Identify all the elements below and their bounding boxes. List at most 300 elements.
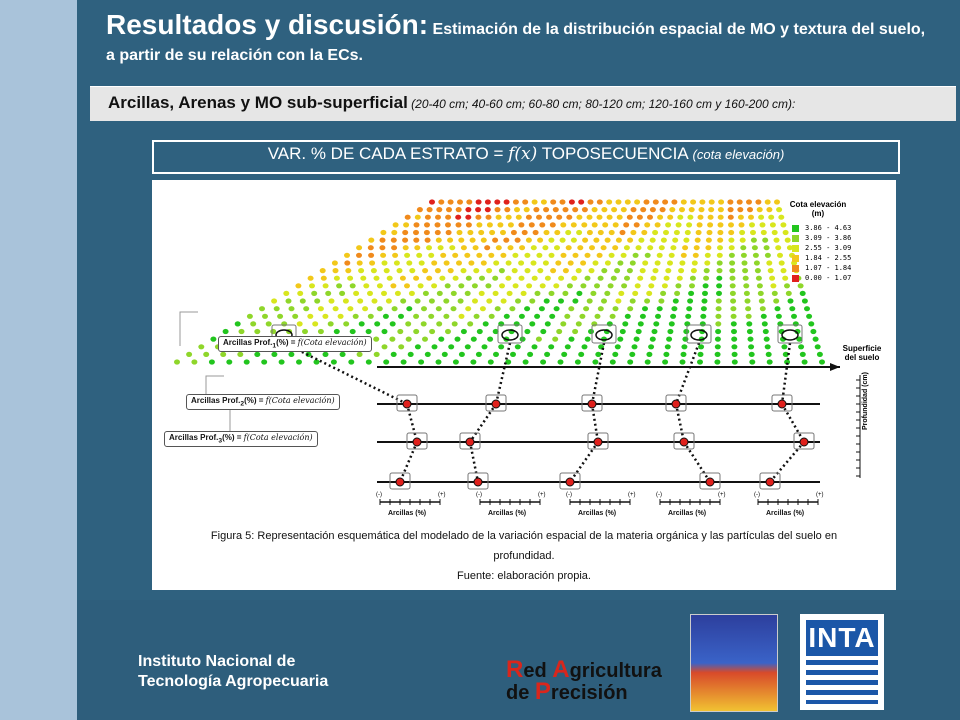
surface-dot <box>625 314 631 319</box>
surface-dot <box>632 344 638 349</box>
surface-dot <box>520 337 526 342</box>
surface-dot <box>457 199 463 204</box>
surface-dot <box>500 230 506 235</box>
surface-dot <box>705 253 711 258</box>
surface-dot <box>685 230 691 235</box>
surface-dot <box>749 222 755 227</box>
surface-dot <box>657 253 663 258</box>
surface-dot <box>597 253 603 258</box>
surface-dot <box>779 260 785 265</box>
surface-dot <box>367 291 373 296</box>
surface-dot <box>731 329 737 334</box>
surface-dot <box>384 268 390 273</box>
surface-dot <box>391 245 397 250</box>
surface-dot <box>562 291 568 296</box>
surface-dot <box>775 245 781 250</box>
surface-dot <box>545 276 551 281</box>
surface-dot <box>650 276 656 281</box>
surface-dot <box>350 329 356 334</box>
surface-dot <box>717 260 723 265</box>
surface-dot <box>598 230 604 235</box>
surface-dot <box>472 298 478 303</box>
surface-dot <box>356 245 362 250</box>
surface-dot <box>397 329 403 334</box>
surface-dot <box>576 268 582 273</box>
sample-node <box>588 400 596 408</box>
surface-dot <box>695 238 701 243</box>
surface-dot <box>588 199 594 204</box>
surface-dot <box>679 207 685 212</box>
surface-dot <box>781 268 787 273</box>
surface-dot <box>303 306 309 311</box>
surface-dot <box>459 352 465 357</box>
surface-dot <box>689 207 695 212</box>
surface-dot <box>776 314 782 319</box>
surface-dot <box>532 276 538 281</box>
surface-dot <box>697 359 703 364</box>
surface-dot <box>750 230 756 235</box>
surface-dot <box>529 321 535 326</box>
surface-dot <box>510 352 516 357</box>
surface-dot <box>220 352 226 357</box>
surface-dot <box>274 306 280 311</box>
surface-dot <box>582 238 588 243</box>
surface-dot <box>338 314 344 319</box>
surface-dot <box>456 207 462 212</box>
surface-dot <box>436 238 442 243</box>
surface-dot <box>464 253 470 258</box>
subtitle-box <box>90 86 956 121</box>
surface-dot <box>368 253 374 258</box>
surface-dot <box>421 321 427 326</box>
surface-dot <box>754 260 760 265</box>
surface-dot <box>549 314 555 319</box>
surface-dot <box>558 359 564 364</box>
surface-dot <box>709 199 715 204</box>
surface-dot <box>387 276 393 281</box>
surface-dot <box>403 245 409 250</box>
org-name-line1: Instituto Nacional de <box>138 653 296 670</box>
surface-dot <box>587 298 593 303</box>
surface-dot <box>667 215 673 220</box>
surface-dot <box>321 276 327 281</box>
surface-dot <box>550 268 556 273</box>
surface-dot <box>536 337 542 342</box>
surface-dot <box>576 321 582 326</box>
surface-dot <box>554 306 560 311</box>
surface-dot <box>693 253 699 258</box>
surface-dot <box>357 298 363 303</box>
surface-dot <box>333 306 339 311</box>
surface-dot <box>458 298 464 303</box>
surface-dot <box>694 245 700 250</box>
surface-dot <box>529 222 535 227</box>
surface-dot <box>701 306 707 311</box>
surface-dot <box>453 276 459 281</box>
surface-dot <box>514 207 520 212</box>
surface-dot <box>332 260 338 265</box>
surface-dot <box>479 291 485 296</box>
surface-dot <box>518 222 524 227</box>
surface-dot <box>288 352 294 357</box>
surface-dot <box>728 222 734 227</box>
legend-item: 3.86 - 4.63 <box>792 224 851 232</box>
surface-dot <box>476 253 482 258</box>
surface-dot <box>425 352 431 357</box>
surface-dot <box>653 268 659 273</box>
surface-dot <box>592 359 598 364</box>
surface-dot <box>788 298 794 303</box>
red-agricultura-logo: Red Agricultura de Precisión <box>506 656 662 705</box>
surface-dot <box>492 276 498 281</box>
surface-dot <box>560 321 566 326</box>
surface-dot <box>532 344 538 349</box>
surface-dot <box>594 283 600 288</box>
surface-dot <box>647 215 653 220</box>
surface-dot <box>766 260 772 265</box>
surface-dot <box>763 329 769 334</box>
depth-label: Profundidad (cm) <box>862 372 869 430</box>
surface-dot <box>424 222 430 227</box>
surface-dot <box>391 238 397 243</box>
surface-dot <box>674 291 680 296</box>
surface-dot <box>402 230 408 235</box>
surface-dot <box>436 321 442 326</box>
surface-dot <box>768 215 774 220</box>
surface-dot <box>604 291 610 296</box>
surface-dot <box>681 352 687 357</box>
surface-dot <box>475 215 481 220</box>
surface-dot <box>515 298 521 303</box>
sample-node <box>680 438 688 446</box>
surface-dot <box>455 215 461 220</box>
surface-dot <box>540 283 546 288</box>
surface-dot <box>519 245 525 250</box>
surface-dot <box>505 276 511 281</box>
surface-dot <box>493 260 499 265</box>
surface-dot <box>718 199 724 204</box>
surface-dot <box>569 199 575 204</box>
surface-dot <box>461 268 467 273</box>
surface-dot <box>690 276 696 281</box>
surface-dot <box>558 276 564 281</box>
surface-dot <box>644 298 650 303</box>
surface-dot <box>374 321 380 326</box>
surface-dot <box>470 238 476 243</box>
surface-dot <box>486 298 492 303</box>
surface-dot <box>669 321 675 326</box>
surface-dot <box>498 321 504 326</box>
surface-dot <box>560 238 566 243</box>
surface-dot <box>630 260 636 265</box>
surface-dot <box>466 222 472 227</box>
surface-dot <box>671 199 677 204</box>
profile-connector <box>470 404 496 442</box>
var-note: (cota elevación) <box>692 147 785 162</box>
surface-dot <box>471 337 477 342</box>
surface-dot <box>514 321 520 326</box>
surface-dot <box>601 298 607 303</box>
surface-dot <box>566 215 572 220</box>
surface-dot <box>698 352 704 357</box>
surface-dot <box>598 306 604 311</box>
surface-dot <box>504 199 510 204</box>
surface-dot <box>465 306 471 311</box>
surface-dot <box>627 306 633 311</box>
figure-source: Fuente: elaboración propia. <box>457 570 591 582</box>
surface-dot <box>548 344 554 349</box>
surface-dot <box>579 314 585 319</box>
surface-dot <box>358 268 364 273</box>
surface-dot <box>526 238 532 243</box>
surface-dot <box>689 283 695 288</box>
surface-dot <box>472 283 478 288</box>
surface-dot <box>757 207 763 212</box>
surface-dot <box>391 230 397 235</box>
surface-dot <box>389 337 395 342</box>
surface-dot <box>747 207 753 212</box>
surface-dot <box>493 291 499 296</box>
surface-dot <box>519 314 525 319</box>
profile-connector <box>407 404 417 442</box>
surface-dot <box>235 321 241 326</box>
axis-minus: (-) <box>376 492 382 498</box>
var-suffix: TOPOSECUENCIA <box>537 144 693 163</box>
surface-dot <box>699 207 705 212</box>
surface-dot <box>714 359 720 364</box>
surface-dot <box>740 245 746 250</box>
surface-dot <box>271 298 277 303</box>
surface-dot <box>601 245 607 250</box>
surface-dot <box>645 253 651 258</box>
var-prefix: VAR. % DE CADA ESTRATO = <box>267 144 509 163</box>
surface-dot <box>607 215 613 220</box>
surface-dot <box>611 207 617 212</box>
profile-connector <box>676 404 684 442</box>
surface-dot <box>612 245 618 250</box>
surface-dot <box>494 199 500 204</box>
surface-dot <box>686 222 692 227</box>
surface-dot <box>539 306 545 311</box>
surface-dot <box>582 207 588 212</box>
surface-dot <box>569 337 575 342</box>
surface-dot <box>673 298 679 303</box>
surface-dot <box>627 359 633 364</box>
surface-dot <box>223 329 229 334</box>
legend-swatch <box>792 245 799 252</box>
surface-dot <box>519 276 525 281</box>
surface-dot <box>271 352 277 357</box>
surface-dot <box>810 329 816 334</box>
surface-dot <box>308 276 314 281</box>
surface-dot <box>237 352 243 357</box>
surface-dot <box>717 238 723 243</box>
axis-minus: (-) <box>656 492 662 498</box>
surface-dot <box>642 306 648 311</box>
surface-dot <box>353 314 359 319</box>
surface-dot <box>408 352 414 357</box>
surface-dot <box>508 222 514 227</box>
surface-dot <box>776 207 782 212</box>
surface-dot <box>687 298 693 303</box>
surface-dot <box>587 230 593 235</box>
surface-dot <box>488 253 494 258</box>
surface-dot <box>480 306 486 311</box>
surface-dot <box>532 199 538 204</box>
surface-dot <box>620 230 626 235</box>
axis-label: Arcillas (%) <box>766 510 805 517</box>
surface-dot <box>751 238 757 243</box>
surface-dot <box>773 298 779 303</box>
surface-dot <box>309 283 315 288</box>
surface-dot <box>436 359 442 364</box>
surface-dot <box>800 291 806 296</box>
surface-dot <box>765 344 771 349</box>
surface-dot <box>544 352 550 357</box>
legend-swatch <box>792 235 799 242</box>
surface-dot <box>409 291 415 296</box>
surface-dot <box>660 207 666 212</box>
surface-dot <box>428 314 434 319</box>
surface-dot <box>492 238 498 243</box>
surface-dot <box>644 199 650 204</box>
sample-node <box>706 478 714 486</box>
surface-dot <box>174 359 180 364</box>
surface-dot <box>804 306 810 311</box>
surface-dot <box>386 298 392 303</box>
surface-dot <box>588 329 594 334</box>
surface-dot <box>625 199 631 204</box>
surface-dot <box>297 321 303 326</box>
precision-agriculture-image <box>690 614 778 712</box>
axis-plus: (+) <box>628 492 636 498</box>
legend-item: 2.55 - 3.09 <box>792 244 851 252</box>
surface-dot <box>789 306 795 311</box>
surface-dot <box>286 298 292 303</box>
surface-dot <box>452 253 458 258</box>
surface-dot <box>431 283 437 288</box>
surface-dot <box>383 314 389 319</box>
surface-dot <box>708 207 714 212</box>
surface-dot <box>550 222 556 227</box>
surface-dot <box>525 268 531 273</box>
surface-dot <box>780 222 786 227</box>
surface-dot <box>749 352 755 357</box>
surface-dot <box>406 337 412 342</box>
surface-dot <box>635 283 641 288</box>
surface-dot <box>624 276 630 281</box>
surface-dot <box>470 359 476 364</box>
axis-minus: (-) <box>566 492 572 498</box>
surface-dot <box>573 253 579 258</box>
surface-dot <box>629 352 635 357</box>
surface-dot <box>318 306 324 311</box>
surface-dot <box>662 283 668 288</box>
surface-dot <box>413 314 419 319</box>
surface-dot <box>436 306 442 311</box>
surface-dot <box>652 230 658 235</box>
surface-dot <box>565 230 571 235</box>
surface-dot <box>391 352 397 357</box>
surface-dot <box>706 238 712 243</box>
surface-dot <box>688 291 694 296</box>
surface-dot <box>541 199 547 204</box>
surface-dot <box>624 245 630 250</box>
surface-dot <box>717 253 723 258</box>
surface-dot <box>247 314 253 319</box>
surface-dot <box>674 230 680 235</box>
surface-dot <box>610 314 616 319</box>
surface-dot <box>380 238 386 243</box>
surface-dot <box>451 291 457 296</box>
surface-dot <box>524 329 530 334</box>
surface-dot <box>457 230 463 235</box>
surface-dot <box>485 283 491 288</box>
surface-dot <box>496 245 502 250</box>
surface-dot <box>590 291 596 296</box>
surface-dot <box>770 222 776 227</box>
surface-dot <box>798 344 804 349</box>
surface-dot <box>527 352 533 357</box>
surface-dot <box>417 207 423 212</box>
surface-dot <box>768 268 774 273</box>
surface-dot <box>415 344 421 349</box>
surface-dot <box>466 276 472 281</box>
surface-dot <box>634 222 640 227</box>
surface-dot <box>432 344 438 349</box>
surface-dot <box>745 306 751 311</box>
surface-dot <box>362 306 368 311</box>
surface-dot <box>344 253 350 258</box>
surface-dot <box>606 199 612 204</box>
surface-dot <box>614 268 620 273</box>
surface-dot <box>610 359 616 364</box>
surface-dot <box>413 230 419 235</box>
surface-dot <box>459 314 465 319</box>
surface-dot <box>347 306 353 311</box>
surface-dot <box>650 337 656 342</box>
surface-dot <box>495 306 501 311</box>
surface-dot <box>728 238 734 243</box>
surface-dot <box>421 306 427 311</box>
surface-dot <box>593 260 599 265</box>
surface-dot <box>618 291 624 296</box>
surface-dot <box>587 215 593 220</box>
surface-dot <box>800 352 806 357</box>
surface-dot <box>343 298 349 303</box>
surface-dot <box>762 238 768 243</box>
sample-node <box>396 478 404 486</box>
surface-dot <box>667 260 673 265</box>
surface-dot <box>665 222 671 227</box>
surface-dot <box>406 260 412 265</box>
surface-dot <box>186 352 192 357</box>
surface-dot <box>334 329 340 334</box>
surface-dot <box>731 314 737 319</box>
surface-dot <box>429 199 435 204</box>
surface-dot <box>435 222 441 227</box>
surface-dot <box>487 222 493 227</box>
surface-dot <box>730 306 736 311</box>
surface-dot <box>576 215 582 220</box>
surface-dot <box>548 238 554 243</box>
surface-dot <box>577 245 583 250</box>
surface-dot <box>704 260 710 265</box>
surface-dot <box>404 283 410 288</box>
surface-dot <box>270 329 276 334</box>
surface-dot <box>374 276 380 281</box>
surface-dot <box>465 215 471 220</box>
